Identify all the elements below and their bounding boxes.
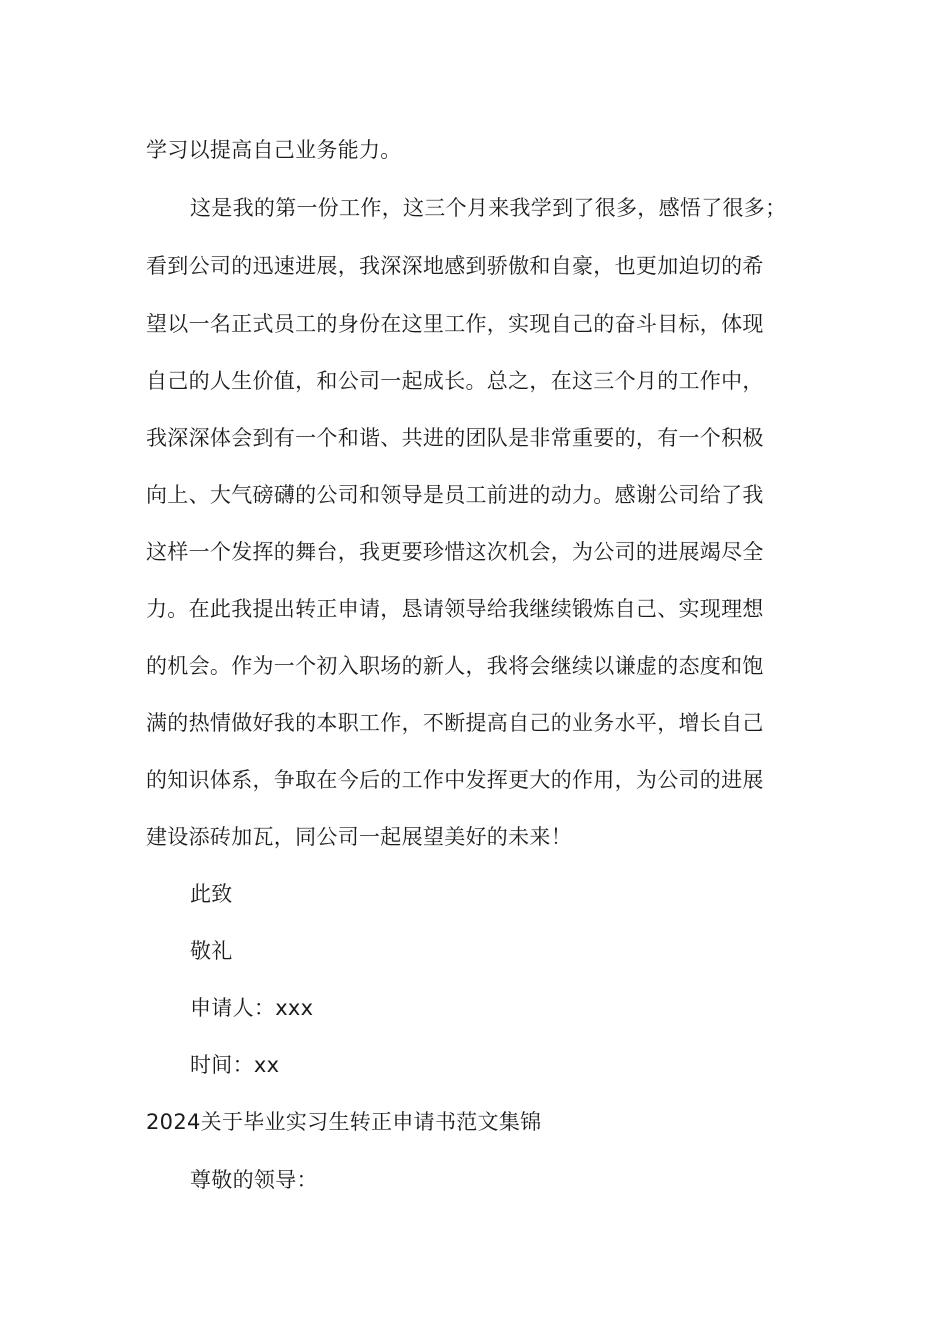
date-line: 时间：xx xyxy=(190,1053,280,1077)
paragraph-line: 满的热情做好我的本职工作，不断提高自己的业务水平，增长自己 xyxy=(146,711,764,735)
paragraph-line: 力。在此我提出转正申请，恳请领导给我继续锻炼自己、实现理想 xyxy=(146,597,764,621)
paragraph-line: 这是我的第一份工作，这三个月来我学到了很多，感悟了很多； xyxy=(190,196,787,220)
paragraph-line: 学习以提高自己业务能力。 xyxy=(146,138,402,162)
paragraph-line: 自己的人生价值，和公司一起成长。总之，在这三个月的工作中， xyxy=(146,369,764,393)
section-title: 2024关于毕业实习生转正申请书范文集锦 xyxy=(146,1110,542,1134)
paragraph-line: 望以一名正式员工的身份在这里工作，实现自己的奋斗目标，体现 xyxy=(146,312,764,336)
paragraph-line: 看到公司的迅速进展，我深深地感到骄傲和自豪，也更加迫切的希 xyxy=(146,254,764,278)
applicant-line: 申请人：xxx xyxy=(190,996,314,1020)
greeting-line: 尊敬的领导： xyxy=(190,1168,318,1192)
closing-regards: 敬礼 xyxy=(190,939,233,963)
paragraph-line: 的机会。作为一个初入职场的新人，我将会继续以谦虚的态度和饱 xyxy=(146,654,764,678)
paragraph-line: 建设添砖加瓦，同公司一起展望美好的未来！ xyxy=(146,825,572,849)
paragraph-line: 向上、大气磅礴的公司和领导是员工前进的动力。感谢公司给了我 xyxy=(146,483,764,507)
paragraph-line: 我深深体会到有一个和谐、共进的团队是非常重要的，有一个积极 xyxy=(146,426,764,450)
paragraph-line: 的知识体系，争取在今后的工作中发挥更大的作用，为公司的进展 xyxy=(146,768,764,792)
paragraph-line: 这样一个发挥的舞台，我更要珍惜这次机会，为公司的进展竭尽全 xyxy=(146,540,764,564)
closing-salutation: 此致 xyxy=(190,882,233,906)
